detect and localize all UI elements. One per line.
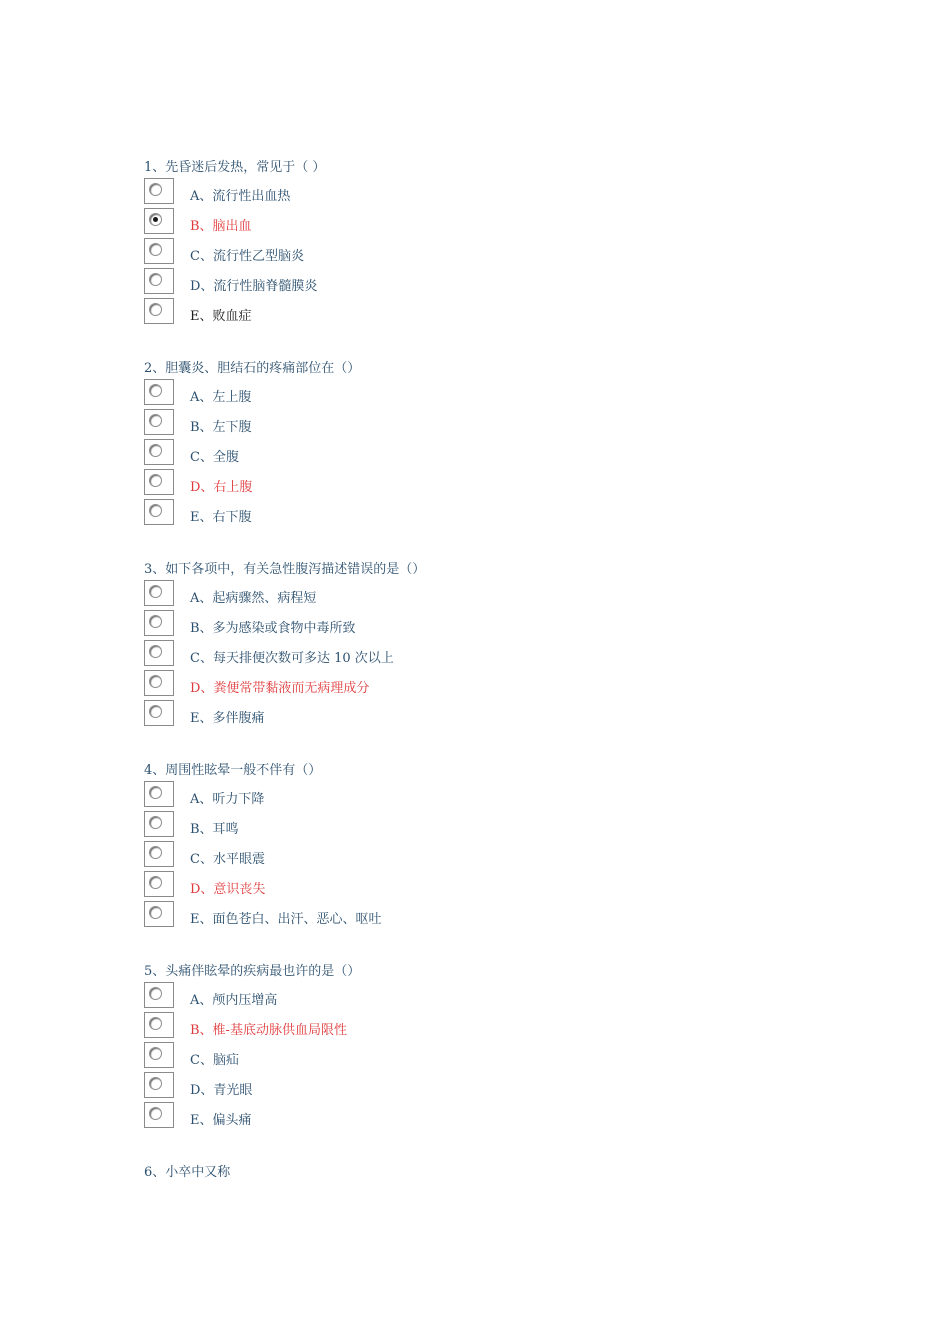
radio-button[interactable] [149, 987, 162, 1000]
answer-option[interactable] [144, 238, 844, 268]
answer-option[interactable] [144, 700, 844, 730]
radio-button[interactable] [149, 906, 162, 919]
radio-button[interactable] [149, 585, 162, 598]
radio-button[interactable] [149, 786, 162, 799]
option-label: A、流行性出血热 [190, 189, 291, 204]
option-label: D、粪便常带黏液而无病理成分 [190, 681, 370, 696]
question-title: 3、如下各项中，有关急性腹泻描述错误的是（） [144, 562, 426, 577]
radio-button[interactable] [149, 1017, 162, 1030]
question-title: 1、先昏迷后发热，常见于（ ） [144, 160, 326, 175]
answer-option[interactable] [144, 811, 844, 841]
answer-option[interactable] [144, 1102, 844, 1132]
radio-frame[interactable] [144, 781, 174, 807]
option-label: B、多为感染或食物中毒所致 [190, 621, 356, 636]
answer-option[interactable] [144, 499, 844, 529]
option-label: D、青光眼 [190, 1083, 253, 1098]
radio-frame[interactable] [144, 1042, 174, 1068]
radio-frame[interactable] [144, 379, 174, 405]
option-label: E、面色苍白、出汗、恶心、呕吐 [190, 912, 382, 927]
option-label: D、右上腹 [190, 480, 253, 495]
radio-frame[interactable] [144, 298, 174, 324]
radio-frame[interactable] [144, 238, 174, 264]
option-label: C、水平眼震 [190, 852, 265, 867]
radio-button-checked[interactable] [149, 213, 162, 226]
radio-button[interactable] [149, 303, 162, 316]
radio-frame[interactable] [144, 439, 174, 465]
option-label: E、偏头痛 [190, 1113, 252, 1128]
radio-frame[interactable] [144, 208, 174, 234]
radio-frame[interactable] [144, 178, 174, 204]
radio-frame[interactable] [144, 841, 174, 867]
question-block [144, 1163, 844, 1183]
question-title: 2、胆囊炎、胆结石的疼痛部位在（） [144, 361, 361, 376]
radio-button[interactable] [149, 876, 162, 889]
radio-button[interactable] [149, 1077, 162, 1090]
question-block [144, 761, 844, 931]
answer-option[interactable] [144, 670, 844, 700]
radio-button[interactable] [149, 243, 162, 256]
option-label: D、流行性脑脊髓膜炎 [190, 279, 318, 294]
question-title: 6、小卒中又称 [144, 1165, 231, 1180]
radio-button[interactable] [149, 474, 162, 487]
answer-option[interactable] [144, 640, 844, 670]
option-label: B、左下腹 [190, 420, 252, 435]
option-label: A、颅内压增高 [190, 993, 278, 1008]
option-label: A、听力下降 [190, 792, 265, 807]
question-block [144, 560, 844, 730]
radio-frame[interactable] [144, 499, 174, 525]
option-label: A、起病骤然、病程短 [190, 591, 317, 606]
radio-button[interactable] [149, 645, 162, 658]
radio-button[interactable] [149, 414, 162, 427]
option-label: C、全腹 [190, 450, 239, 465]
answer-option[interactable] [144, 379, 844, 409]
option-label: C、流行性乙型脑炎 [190, 249, 304, 264]
radio-frame[interactable] [144, 1072, 174, 1098]
option-label: E、右下腹 [190, 510, 252, 525]
radio-frame[interactable] [144, 580, 174, 606]
answer-option[interactable] [144, 1012, 844, 1042]
answer-option[interactable] [144, 610, 844, 640]
radio-button[interactable] [149, 816, 162, 829]
answer-option[interactable] [144, 982, 844, 1012]
option-label: B、脑出血 [190, 219, 252, 234]
radio-frame[interactable] [144, 982, 174, 1008]
answer-option[interactable] [144, 178, 844, 208]
radio-button[interactable] [149, 675, 162, 688]
radio-frame[interactable] [144, 901, 174, 927]
question-block [144, 359, 844, 529]
answer-option[interactable] [144, 469, 844, 499]
radio-frame[interactable] [144, 871, 174, 897]
answer-option[interactable] [144, 580, 844, 610]
answer-option[interactable] [144, 1042, 844, 1072]
answer-option[interactable] [144, 841, 844, 871]
radio-button[interactable] [149, 705, 162, 718]
option-label: A、左上腹 [190, 390, 252, 405]
answer-option[interactable] [144, 901, 844, 931]
radio-frame[interactable] [144, 811, 174, 837]
radio-button[interactable] [149, 846, 162, 859]
radio-button[interactable] [149, 273, 162, 286]
radio-frame[interactable] [144, 409, 174, 435]
question-block [144, 158, 844, 328]
radio-button[interactable] [149, 1047, 162, 1060]
radio-frame[interactable] [144, 1102, 174, 1128]
option-label: B、耳鸣 [190, 822, 239, 837]
answer-option[interactable] [144, 298, 844, 328]
option-label: E、多伴腹痛 [190, 711, 265, 726]
option-label: C、每天排便次数可多达 10 次以上 [190, 651, 394, 666]
radio-button[interactable] [149, 183, 162, 196]
answer-option[interactable] [144, 871, 844, 901]
option-label: E、败血症 [190, 309, 252, 324]
radio-frame[interactable] [144, 1012, 174, 1038]
question-block [144, 962, 844, 1132]
radio-frame[interactable] [144, 610, 174, 636]
radio-frame[interactable] [144, 469, 174, 495]
radio-button[interactable] [149, 615, 162, 628]
answer-option[interactable] [144, 208, 844, 238]
answer-option[interactable] [144, 439, 844, 469]
answer-option[interactable] [144, 1072, 844, 1102]
radio-button[interactable] [149, 444, 162, 457]
option-label: C、脑疝 [190, 1053, 239, 1068]
option-label: B、椎-基底动脉供血局限性 [190, 1023, 347, 1038]
radio-button[interactable] [149, 1107, 162, 1120]
radio-frame[interactable] [144, 670, 174, 696]
answer-option[interactable] [144, 781, 844, 811]
question-title: 4、周围性眩晕一般不伴有（） [144, 763, 322, 778]
radio-frame[interactable] [144, 268, 174, 294]
answer-option[interactable] [144, 409, 844, 439]
radio-button[interactable] [149, 384, 162, 397]
radio-frame[interactable] [144, 640, 174, 666]
radio-frame[interactable] [144, 700, 174, 726]
radio-dot-icon [153, 217, 158, 222]
quiz-container [144, 158, 844, 1214]
question-title: 5、头痛伴眩晕的疾病最也许的是（） [144, 964, 361, 979]
option-label: D、意识丧失 [190, 882, 266, 897]
radio-button[interactable] [149, 504, 162, 517]
answer-option[interactable] [144, 268, 844, 298]
